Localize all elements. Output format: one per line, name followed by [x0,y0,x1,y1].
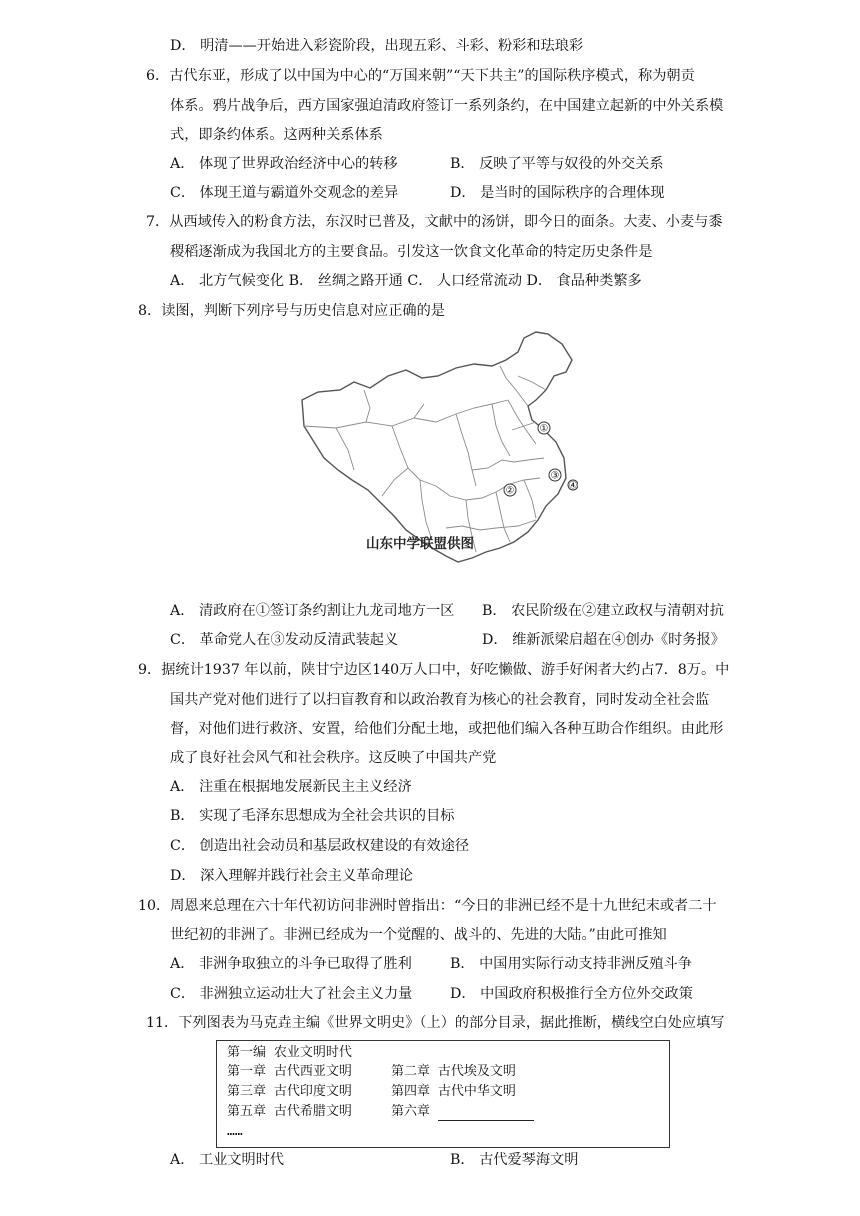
map-outline [302,332,572,562]
q6-option-d: D． 是当时的国际秩序的合理体现 [450,185,665,201]
q5-option-d: D． 明清——开始进入彩瓷阶段，出现五彩、斗彩、粉彩和珐琅彩 [170,38,584,54]
q7-stem-line-2: 稷稻逐渐成为我国北方的主要食品。引发这一饮食文化革命的特定历史条件是 [170,244,653,260]
q11-option-b: B． 古代爱琴海文明 [450,1152,579,1168]
q8-option-d: D． 维新派梁启超在④创办《时务报》 [482,632,725,648]
toc-chapter-4: 第四章 古代中华文明 [391,1084,516,1099]
q8-option-c: C． 革命党人在③发动反清武装起义 [170,632,399,648]
map-marker-2: ② [505,485,515,497]
q10-option-b: B． 中国用实际行动支持非洲反殖斗争 [450,956,692,972]
q6-option-c: C． 体现王道与霸道外交观念的差异 [170,185,399,201]
q11-stem: 11．下列图表为马克垚主编《世界文明史》（上）的部分目录，据此推断，横线空白处应填写 [146,1015,725,1031]
q9-option-c: C． 创造出社会动员和基层政权建设的有效途径 [170,838,470,854]
map-caption: 山东中学联盟供图 [366,536,474,552]
q9-stem-line-2: 国共产党对他们进行了以扫盲教育和以政治教育为核心的社会教育，同时发动全社会监 [170,692,710,708]
q10-stem-line-2: 世纪初的非洲了。非洲已经成为一个觉醒的、战斗的、先进的大陆。”由此可推知 [170,927,667,943]
toc-chapter-6-label: 第六章 [391,1104,431,1119]
q8-option-b: B． 农民阶级在②建立政权与清朝对抗 [482,603,724,619]
q11-option-a: A． 工业文明时代 [170,1152,285,1168]
q10-option-a: A． 非洲争取独立的斗争已取得了胜利 [170,956,412,972]
q10-option-c: C． 非洲独立运动壮大了社会主义力量 [170,986,413,1002]
q9-option-d: D． 深入理解并践行社会主义革命理论 [170,868,413,884]
q6-stem-line-1: 6．古代东亚，形成了以中国为中心的“万国来朝”“天下共主”的国际秩序模式，称为朝贡 [146,68,695,84]
q10-option-d: D． 中国政府积极推行全方位外交政策 [450,986,693,1002]
map-marker-3: ③ [550,470,560,482]
map-marker-4: ④ [568,480,578,492]
map-marker-1: ① [539,423,549,435]
q9-stem-line-4: 成了良好社会风气和社会秩序。这反映了中国共产党 [170,750,497,766]
toc-part-title: 第一编 农业文明时代 [227,1045,352,1060]
toc-chapter-3: 第三章 古代印度文明 [227,1084,352,1099]
toc-chapter-6 [391,1103,534,1121]
q6-option-a: A． 体现了世界政治经济中心的转移 [170,156,398,172]
q6-stem-line-2: 体系。鸦片战争后，西方国家强迫清政府签订一系列条约，在中国建立起新的中外关系模 [170,98,724,114]
q6-option-b: B． 反映了平等与奴役的外交关系 [450,156,664,172]
fill-in-blank-line [438,1106,534,1121]
q9-option-b: B． 实现了毛泽东思想成为全社会共识的目标 [170,808,455,824]
toc-ellipsis: …… [227,1124,243,1139]
toc-chapter-5: 第五章 古代希腊文明 [227,1104,352,1119]
table-of-contents-box [216,1040,670,1148]
q9-option-a: A． 注重在根据地发展新民主主义经济 [170,779,412,795]
q10-stem-line-1: 10．周恩来总理在六十年代初访问非洲时曾指出：“今日的非洲已经不是十九世纪末或者二十 [138,898,717,914]
toc-chapter-2: 第二章 古代埃及文明 [391,1064,516,1079]
q7-stem-line-1: 7．从西域传入的粉食方法，东汉时已普及，文献中的汤饼，即今日的面条。大麦、小麦与黍 [146,214,723,230]
q8-stem: 8．读图，判断下列序号与历史信息对应正确的是 [138,303,445,319]
q9-stem-line-1: 9．据统计1937 年以前，陕甘宁边区140万人口中，好吃懒做、游手好闲者大约占7．8万。中 [138,662,730,678]
q7-options: A． 北方气候变化 B． 丝绸之路开通 C． 人口经常流动 D． 食品种类繁多 [170,273,642,289]
q6-stem-line-3: 式，即条约体系。这两种关系体系 [170,127,383,143]
toc-chapter-1: 第一章 古代西亚文明 [227,1064,352,1079]
q9-stem-line-3: 督，对他们进行救济、安置，给他们分配土地，或把他们编入各种互助合作组织。由此形 [170,721,724,737]
q8-option-a: A． 清政府在①签订条约割让九龙司地方一区 [170,603,455,619]
